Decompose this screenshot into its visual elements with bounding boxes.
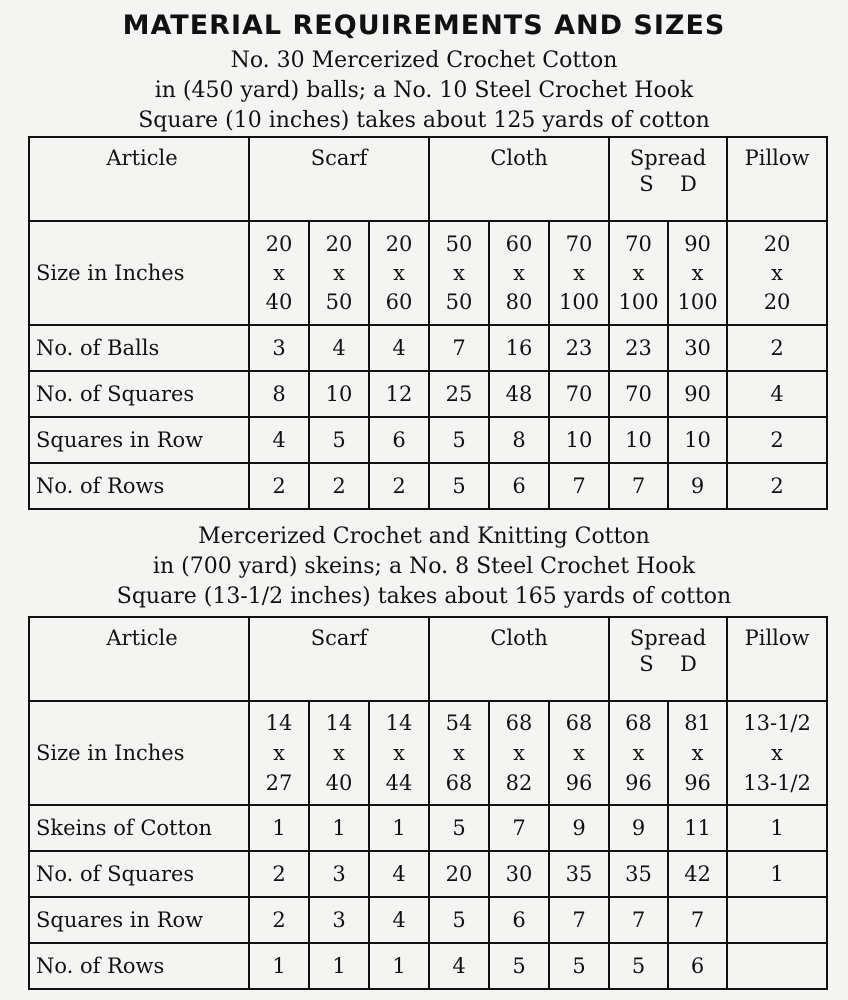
table-cell: 23 (549, 325, 609, 371)
table-row (29, 805, 827, 851)
spread-header (609, 137, 727, 221)
table-row (29, 325, 827, 371)
table-cell: 2 (249, 463, 309, 509)
table-row (29, 851, 827, 897)
table-cell: 2 (369, 463, 429, 509)
article-header: Article (29, 617, 249, 701)
cloth-header: Cloth (429, 137, 609, 221)
table-cell: 6 (489, 897, 549, 943)
size-part: 50 (325, 289, 353, 314)
page-title: MATERIAL REQUIREMENTS AND SIZES (122, 10, 726, 41)
table-cell: 4 (369, 325, 429, 371)
table-cell: 7 (549, 897, 609, 943)
size-cell (429, 221, 489, 325)
header-row (29, 617, 827, 701)
size-part: 81 (684, 711, 711, 735)
size-part: 60 (505, 231, 533, 256)
size-part: x (453, 741, 465, 765)
spread-header (609, 617, 727, 701)
table-cell: 3 (309, 897, 369, 943)
table-cell: 7 (549, 463, 609, 509)
scarf-header: Scarf (249, 137, 429, 221)
size-part: 50 (445, 289, 473, 314)
size-cell (489, 221, 549, 325)
size-cell (309, 701, 369, 805)
table-cell: 2 (727, 325, 827, 371)
size-part: x (273, 260, 285, 285)
table-cell: 10 (549, 417, 609, 463)
table-row (29, 943, 827, 989)
table-cell: 16 (489, 325, 549, 371)
intro-line: in (450 yard) balls; a No. 10 Steel Crochet Hook (154, 78, 694, 103)
row-label: No. of Squares (29, 851, 249, 897)
size-part: 13-1/2 (743, 711, 811, 735)
table-cell: 35 (609, 851, 668, 897)
size-cell (369, 221, 429, 325)
size-part: 60 (385, 289, 413, 314)
size-cell (609, 701, 668, 805)
size-part: x (333, 260, 345, 285)
table-cell: 70 (549, 371, 609, 417)
size-cell (668, 221, 727, 325)
table-cell: 10 (668, 417, 727, 463)
table-cell: 5 (429, 805, 489, 851)
size-part: x (573, 260, 585, 285)
size-part: x (632, 260, 645, 285)
size-part: 14 (265, 711, 293, 735)
row-label: Squares in Row (29, 417, 249, 463)
row-label: No. of Squares (29, 371, 249, 417)
table-cell: 4 (369, 851, 429, 897)
size-cell (549, 221, 609, 325)
section-1-intro (0, 46, 848, 136)
spread-single-label: S (639, 172, 654, 196)
table-cell: 7 (609, 463, 668, 509)
table-cell: 5 (609, 943, 668, 989)
table-row (29, 897, 827, 943)
table-cell: 9 (668, 463, 727, 509)
table-cell: 4 (727, 371, 827, 417)
table-cell: 30 (489, 851, 549, 897)
table-cell: 4 (249, 417, 309, 463)
intro-line: in (700 yard) skeins; a No. 8 Steel Crochet Hook (152, 554, 696, 579)
table-cell (727, 897, 827, 943)
table-cell: 7 (668, 897, 727, 943)
size-part: 100 (677, 289, 718, 314)
table-cell: 6 (668, 943, 727, 989)
section-2-intro (0, 522, 848, 612)
table-cell: 2 (309, 463, 369, 509)
table-cell: 8 (249, 371, 309, 417)
table-cell: 1 (369, 805, 429, 851)
table-cell: 2 (249, 851, 309, 897)
table-cell: 5 (429, 897, 489, 943)
cloth-header: Cloth (429, 617, 609, 701)
size-cell (309, 221, 369, 325)
spread-single-label: S (639, 652, 654, 676)
table-cell: 23 (609, 325, 668, 371)
size-part: x (393, 741, 405, 765)
size-part: 20 (325, 231, 353, 256)
table-cell: 10 (309, 371, 369, 417)
size-part: 13-1/2 (743, 771, 811, 795)
size-part: x (691, 260, 704, 285)
spread-label: Spread (629, 146, 707, 170)
row-label: Skeins of Cotton (29, 805, 249, 851)
header-row (29, 137, 827, 221)
table-cell: 5 (309, 417, 369, 463)
table-row (29, 463, 827, 509)
table-cell: 1 (727, 805, 827, 851)
size-part: 40 (265, 289, 293, 314)
size-cell (727, 221, 827, 325)
size-part: x (513, 741, 525, 765)
size-part: x (771, 741, 783, 765)
table-cell: 70 (609, 371, 668, 417)
size-row (29, 221, 827, 325)
spread-label: Spread (629, 626, 707, 650)
article-header: Article (29, 137, 249, 221)
size-part: 68 (505, 711, 533, 735)
table-cell (727, 943, 827, 989)
table-cell: 4 (309, 325, 369, 371)
size-part: 54 (445, 711, 473, 735)
table-cell: 6 (489, 463, 549, 509)
spread-double-label: D (680, 172, 697, 196)
size-part: x (771, 260, 783, 285)
size-cell (609, 221, 668, 325)
size-part: 40 (325, 771, 353, 795)
intro-line: Mercerized Crochet and Knitting Cotton (198, 524, 650, 549)
table-cell: 9 (609, 805, 668, 851)
table-cell: 35 (549, 851, 609, 897)
table-cell: 6 (369, 417, 429, 463)
size-cell (727, 701, 827, 805)
requirements-table-2 (28, 616, 828, 990)
size-part: x (273, 741, 285, 765)
size-part: 20 (385, 231, 413, 256)
table-cell: 7 (429, 325, 489, 371)
intro-line: Square (10 inches) takes about 125 yards of cotton (138, 108, 710, 133)
table-cell: 2 (727, 463, 827, 509)
table-cell: 4 (429, 943, 489, 989)
size-part: 68 (445, 771, 473, 795)
table-cell: 10 (609, 417, 668, 463)
size-part: 27 (265, 771, 293, 795)
table-cell: 4 (369, 897, 429, 943)
table-cell: 1 (309, 805, 369, 851)
size-part: x (513, 260, 525, 285)
size-part: 68 (565, 711, 593, 735)
size-part: 44 (385, 771, 413, 795)
table-cell: 20 (429, 851, 489, 897)
spread-double-label: D (680, 652, 697, 676)
size-part: 70 (565, 231, 593, 256)
table-cell: 3 (309, 851, 369, 897)
size-part: 96 (625, 771, 652, 795)
intro-line: No. 30 Mercerized Crochet Cotton (230, 48, 618, 73)
table-cell: 2 (727, 417, 827, 463)
table-cell: 30 (668, 325, 727, 371)
size-part: x (632, 741, 645, 765)
size-cell (249, 701, 309, 805)
table-cell: 12 (369, 371, 429, 417)
size-part: 50 (445, 231, 473, 256)
table-cell: 5 (429, 463, 489, 509)
table-row (29, 417, 827, 463)
size-part: x (333, 741, 345, 765)
table-cell: 5 (489, 943, 549, 989)
size-label: Size in Inches (29, 701, 249, 805)
size-cell (668, 701, 727, 805)
table-cell: 5 (549, 943, 609, 989)
size-label: Size in Inches (29, 221, 249, 325)
size-part: x (453, 260, 465, 285)
size-part: 96 (684, 771, 711, 795)
size-part: 90 (684, 231, 711, 256)
table-cell: 25 (429, 371, 489, 417)
pillow-header: Pillow (727, 137, 827, 221)
size-part: 20 (763, 289, 791, 314)
requirements-table-1 (28, 136, 828, 510)
table-cell: 1 (369, 943, 429, 989)
row-label: Squares in Row (29, 897, 249, 943)
size-part: 68 (625, 711, 652, 735)
size-part: 14 (385, 711, 413, 735)
table-row (29, 371, 827, 417)
table-cell: 1 (309, 943, 369, 989)
size-cell (429, 701, 489, 805)
size-part: 14 (325, 711, 353, 735)
table-cell: 1 (249, 943, 309, 989)
size-cell (249, 221, 309, 325)
row-label: No. of Balls (29, 325, 249, 371)
size-part: x (393, 260, 405, 285)
size-part: 80 (505, 289, 533, 314)
table-cell: 7 (609, 897, 668, 943)
table-cell: 5 (429, 417, 489, 463)
table-cell: 11 (668, 805, 727, 851)
table-cell: 1 (727, 851, 827, 897)
size-part: 100 (618, 289, 659, 314)
size-part: x (573, 741, 585, 765)
table-cell: 2 (249, 897, 309, 943)
table-cell: 48 (489, 371, 549, 417)
table-cell: 9 (549, 805, 609, 851)
size-part: 20 (763, 231, 791, 256)
size-cell (549, 701, 609, 805)
size-cell (369, 701, 429, 805)
size-part: 96 (565, 771, 593, 795)
size-cell (489, 701, 549, 805)
row-label: No. of Rows (29, 943, 249, 989)
size-part: 100 (558, 289, 600, 314)
row-label: No. of Rows (29, 463, 249, 509)
table-cell: 8 (489, 417, 549, 463)
intro-line: Square (13-1/2 inches) takes about 165 yards of cotton (116, 584, 732, 609)
table-cell: 7 (489, 805, 549, 851)
size-part: x (691, 741, 704, 765)
size-part: 70 (625, 231, 652, 256)
pillow-header: Pillow (727, 617, 827, 701)
table-cell: 1 (249, 805, 309, 851)
scarf-header: Scarf (249, 617, 429, 701)
size-row (29, 701, 827, 805)
table-cell: 3 (249, 325, 309, 371)
size-part: 20 (265, 231, 293, 256)
table-cell: 42 (668, 851, 727, 897)
table-cell: 90 (668, 371, 727, 417)
size-part: 82 (505, 771, 533, 795)
